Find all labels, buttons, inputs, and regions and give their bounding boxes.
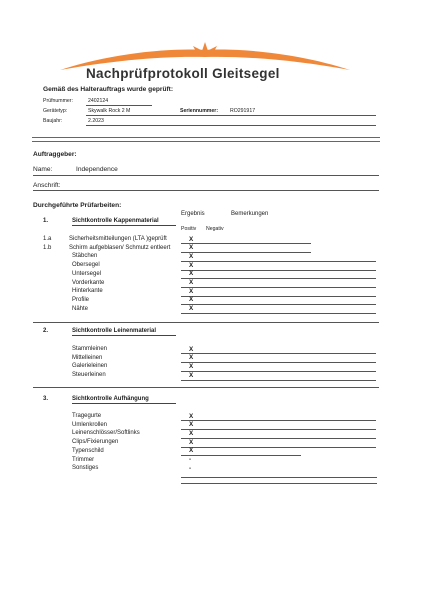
item-label: Steuerleinen: [72, 372, 106, 379]
item-line: [181, 304, 376, 305]
item-label: Leinenschlösser/Softlinks: [72, 430, 140, 437]
item-line: [181, 270, 376, 271]
item-label: Profile: [72, 296, 90, 303]
item-label: Trimmer: [72, 456, 95, 463]
section-1-number: 1.: [43, 218, 49, 224]
client-name-label: Name:: [33, 166, 53, 173]
item-label: Galerieleinen: [72, 363, 108, 370]
result-mark: X: [189, 429, 194, 437]
item-line: [181, 296, 376, 297]
item-label: Tragegurte: [72, 413, 102, 419]
checked-heading: Gemäß des Halterauftrags wurde geprüft:: [43, 86, 174, 93]
result-mark: X: [189, 270, 194, 278]
section-1-title: Sichtkontrolle Kappenmaterial: [72, 218, 176, 226]
col-ergebnis: Ergebnis: [181, 211, 205, 217]
item-label: Umlenkrollen: [72, 421, 108, 428]
result-mark: X: [189, 279, 194, 286]
col-positiv: Positiv: [181, 226, 197, 232]
item-line: [181, 420, 376, 421]
result-mark: X: [189, 362, 194, 370]
result-mark: X: [189, 261, 194, 269]
result-mark: X: [189, 345, 194, 353]
result-mark: X: [189, 252, 194, 260]
item-label: Typenschild: [72, 447, 104, 454]
baujahr-label: Baujahr:: [43, 118, 63, 124]
seriennummer-value: RO291917: [230, 108, 256, 114]
client-name-value: Independence: [76, 166, 118, 173]
result-mark: X: [189, 421, 194, 429]
item-label: Hinterkante: [72, 288, 103, 295]
seriennummer-label: Seriennummer:: [180, 108, 219, 114]
item-line: [181, 261, 376, 262]
item-label: Sonstiges: [72, 465, 99, 472]
pruefnummer-label: Prüfnummer:: [43, 98, 73, 104]
item-label: Vorderkante: [72, 279, 105, 286]
baujahr-line: [86, 125, 376, 126]
result-mark: X: [189, 412, 194, 420]
item-line: [181, 287, 376, 288]
col-negativ: Negativ: [206, 226, 224, 232]
client-address-line: [33, 190, 379, 191]
section-3-title: Sichtkontrolle Aufhängung: [72, 396, 176, 404]
section-3-end-line-b: [181, 483, 377, 484]
item-line: [181, 429, 376, 430]
divider-1b: [32, 141, 380, 142]
pruefnummer-value: 2402124: [88, 98, 109, 104]
client-heading: Auftraggeber:: [33, 151, 77, 158]
result-mark: X: [189, 296, 194, 304]
item-number: 1.a: [43, 236, 52, 242]
item-line: [181, 362, 376, 363]
geraetetyp-line: [86, 115, 376, 116]
item-line: [181, 313, 376, 314]
section-3-number: 3.: [43, 396, 49, 402]
item-line: [181, 252, 311, 253]
result-mark: X: [189, 235, 194, 243]
geraetetyp-label: Gerätetyp:: [43, 108, 68, 114]
item-label: Nähte: [72, 305, 89, 312]
item-label: Obersegel: [72, 262, 100, 269]
client-address-label: Anschrift:: [33, 182, 61, 189]
divider-1: [32, 137, 380, 138]
section-3-end-line-a: [181, 477, 377, 478]
work-heading: Durchgeführte Prüfarbeiten:: [33, 202, 122, 209]
section-1-end-line: [33, 322, 379, 323]
section-2-title: Sichtkontrolle Leinenmaterial: [72, 328, 176, 336]
item-line: [181, 243, 311, 244]
section-2-number: 2.: [43, 328, 49, 334]
baujahr-value: 2.2023: [88, 118, 104, 124]
item-label: Sicherheitsmitteilungen (LTA )geprüft: [69, 236, 167, 242]
item-line: [181, 380, 376, 381]
page-title: Nachprüfprotokoll Gleitsegel: [86, 66, 280, 81]
geraetetyp-value: Skywalk Rock 2 M: [88, 108, 131, 114]
result-mark: -: [189, 464, 192, 472]
result-mark: X: [189, 287, 194, 295]
result-mark: X: [189, 438, 194, 446]
item-line: [181, 438, 376, 439]
section-2-end-line: [33, 387, 379, 388]
item-label: Schirm aufgeblasen/ Schmutz entleert: [69, 244, 171, 251]
item-label: Clips/Fixierungen: [72, 439, 119, 446]
item-line: [181, 455, 301, 456]
result-mark: X: [189, 354, 194, 362]
result-mark: X: [189, 371, 194, 379]
client-name-line: [33, 175, 379, 176]
item-label: Stäbchen: [72, 253, 98, 260]
item-number: 1.b: [43, 244, 52, 251]
result-mark: X: [189, 447, 194, 455]
result-mark: X: [189, 244, 194, 252]
result-mark: X: [189, 305, 194, 313]
item-line: [181, 278, 376, 279]
pruefnummer-line: [86, 105, 152, 106]
item-label: Untersegel: [72, 270, 102, 277]
item-label: Mittelleinen: [72, 354, 103, 361]
item-line: [181, 353, 376, 354]
item-label: Stammleinen: [72, 346, 108, 352]
col-bemerkungen: Bemerkungen: [231, 211, 269, 217]
result-mark: -: [189, 456, 192, 463]
item-line: [181, 371, 376, 372]
item-line: [181, 447, 376, 448]
